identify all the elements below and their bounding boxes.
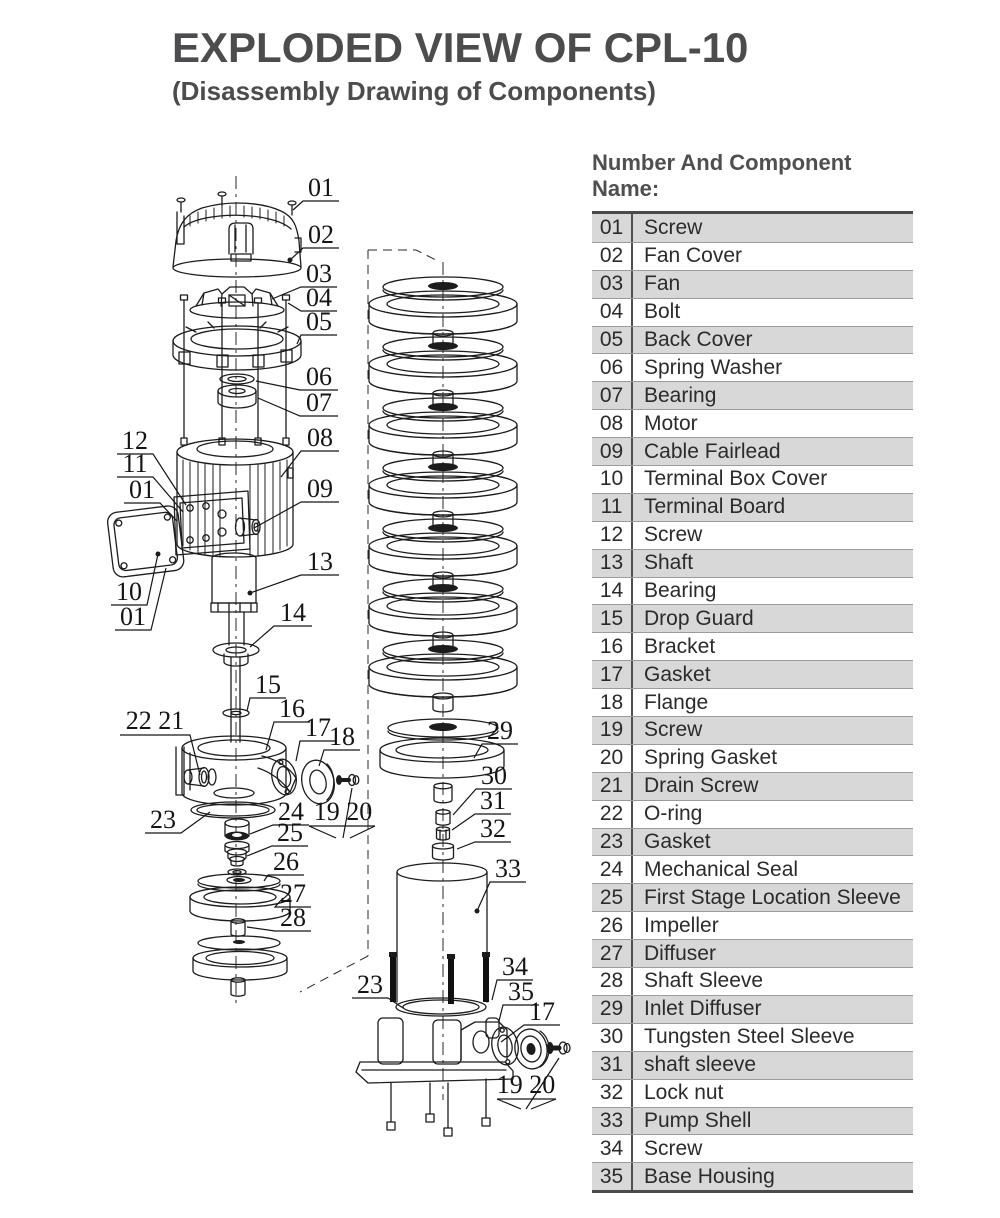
callout-label: 33 bbox=[495, 854, 521, 883]
callout-leader bbox=[250, 626, 312, 647]
table-row bbox=[592, 744, 913, 772]
part-name: Flange bbox=[631, 689, 913, 716]
terminal-box-cover-drawing bbox=[106, 505, 184, 578]
callout-label: 04 bbox=[306, 283, 332, 312]
callout-label: 13 bbox=[307, 547, 333, 576]
part-number: 33 bbox=[599, 1108, 624, 1132]
part-name: First Stage Location Sleeve bbox=[631, 884, 913, 911]
part-number: 34 bbox=[599, 1136, 624, 1160]
second-stage-drawing bbox=[193, 936, 287, 996]
callout-leader bbox=[266, 722, 310, 750]
part-number: 06 bbox=[599, 355, 624, 379]
parts-table-body bbox=[592, 211, 913, 1193]
part-name: Bolt bbox=[631, 299, 913, 326]
callout-label: 29 bbox=[487, 716, 513, 745]
part-number: 03 bbox=[599, 272, 624, 296]
base-screws-drawing bbox=[389, 952, 490, 1004]
part-number: 30 bbox=[599, 1025, 624, 1049]
part-number: 12 bbox=[599, 523, 624, 547]
pump-shell-drawing bbox=[396, 863, 487, 1016]
callout-label: 10 bbox=[116, 577, 142, 606]
part-name: Tungsten Steel Sleeve bbox=[631, 1024, 913, 1051]
part-number: 10 bbox=[599, 467, 624, 491]
page-title: EXPLODED VIEW OF CPL-10 bbox=[172, 24, 749, 71]
callout-label: 01 bbox=[129, 475, 155, 504]
part-name: Base Housing bbox=[631, 1163, 913, 1190]
table-row bbox=[592, 911, 913, 939]
callout-label: 30 bbox=[481, 761, 507, 790]
diffuser-drawing bbox=[190, 887, 290, 921]
table-row bbox=[592, 577, 913, 605]
fan-cover-drawing bbox=[173, 203, 301, 277]
stage-stack-drawing bbox=[369, 277, 517, 712]
callout-leader bbox=[531, 1099, 556, 1109]
part-name: Cable Fairlead bbox=[631, 438, 913, 465]
part-number: 09 bbox=[599, 439, 624, 463]
table-row bbox=[592, 604, 913, 632]
part-name: Fan bbox=[631, 271, 913, 298]
callout-leader bbox=[477, 882, 526, 911]
callout-label: 28 bbox=[280, 903, 306, 932]
table-row bbox=[592, 883, 913, 911]
part-number: 01 bbox=[599, 215, 624, 239]
table-row bbox=[592, 437, 913, 465]
table-row bbox=[592, 381, 913, 409]
callout-label: 01 bbox=[120, 602, 146, 631]
part-number: 15 bbox=[599, 606, 624, 630]
part-name: shaft sleeve bbox=[631, 1052, 913, 1079]
part-name: Lock nut bbox=[631, 1080, 913, 1107]
table-row bbox=[592, 214, 913, 242]
callout-label: 18 bbox=[329, 722, 355, 751]
part-number: 14 bbox=[599, 579, 624, 603]
callout-leader bbox=[297, 335, 337, 344]
callout-label: 09 bbox=[307, 474, 333, 503]
callout-dot bbox=[288, 258, 293, 263]
table-row bbox=[592, 772, 913, 800]
part-number: 16 bbox=[599, 634, 624, 658]
part-name: Bearing bbox=[631, 382, 913, 409]
callout-label: 11 bbox=[122, 449, 148, 478]
part-number: 29 bbox=[599, 997, 624, 1021]
part-name: Shaft Sleeve bbox=[631, 968, 913, 995]
table-row bbox=[592, 1162, 913, 1190]
part-name: Screw bbox=[631, 717, 913, 744]
callout-label: 16 bbox=[279, 694, 305, 723]
part-name: Terminal Board bbox=[631, 494, 913, 521]
table-row bbox=[592, 967, 913, 995]
callout-dot bbox=[156, 552, 161, 557]
callout-label: 06 bbox=[306, 362, 332, 391]
part-number: 04 bbox=[599, 300, 624, 324]
part-number: 27 bbox=[599, 941, 624, 965]
callout-label: 07 bbox=[306, 388, 332, 417]
callout-label: 15 bbox=[255, 670, 281, 699]
part-name: Gasket bbox=[631, 661, 913, 688]
callout-leader bbox=[350, 826, 375, 838]
callout-label: 27 bbox=[280, 879, 306, 908]
fan-drawing bbox=[190, 287, 284, 318]
part-name: Terminal Box Cover bbox=[631, 466, 913, 493]
parts-table-title: Number And Component Name: bbox=[592, 150, 852, 201]
table-row bbox=[592, 1107, 913, 1135]
callout-leader bbox=[309, 826, 336, 838]
callout-leader bbox=[254, 502, 339, 528]
part-number: 19 bbox=[599, 718, 624, 742]
base-housing-drawing bbox=[356, 1018, 513, 1136]
part-name: Drain Screw bbox=[631, 773, 913, 800]
table-row bbox=[592, 632, 913, 660]
callout-label: 12 bbox=[122, 426, 148, 455]
parts-table bbox=[592, 150, 913, 1193]
callout-label: 19 20 bbox=[496, 1070, 556, 1099]
table-row bbox=[592, 828, 913, 856]
part-name: Screw bbox=[631, 214, 913, 242]
part-name: Inlet Diffuser bbox=[631, 996, 913, 1023]
callout-dot bbox=[475, 909, 480, 914]
base-flange-group-drawing bbox=[489, 1025, 570, 1071]
table-row bbox=[592, 800, 913, 828]
part-name: Screw bbox=[631, 1135, 913, 1162]
table-row bbox=[592, 1079, 913, 1107]
page-subtitle: (Disassembly Drawing of Components) bbox=[172, 76, 656, 107]
part-number: 23 bbox=[599, 830, 624, 854]
table-row bbox=[592, 493, 913, 521]
table-row bbox=[592, 1051, 913, 1079]
part-number: 32 bbox=[599, 1081, 624, 1105]
part-number: 25 bbox=[599, 885, 624, 909]
callout-label: 05 bbox=[306, 307, 332, 336]
callout-label: 17 bbox=[305, 713, 331, 742]
part-name: Fan Cover bbox=[631, 243, 913, 270]
callout-label: 14 bbox=[280, 598, 306, 627]
part-number: 17 bbox=[599, 662, 624, 686]
callout-leader bbox=[497, 1099, 521, 1109]
terminal-board-drawing bbox=[174, 491, 250, 555]
callout-dot bbox=[248, 591, 253, 596]
part-name: Shaft bbox=[631, 550, 913, 577]
part-number: 13 bbox=[599, 551, 624, 575]
callout-label: 24 bbox=[278, 797, 304, 826]
location-sleeve-drawing bbox=[225, 842, 249, 876]
part-number: 07 bbox=[599, 383, 624, 407]
table-row bbox=[592, 270, 913, 298]
table-row bbox=[592, 409, 913, 437]
table-row bbox=[592, 326, 913, 354]
table-row bbox=[592, 688, 913, 716]
part-number: 11 bbox=[600, 495, 623, 519]
part-name: Diffuser bbox=[631, 940, 913, 967]
part-name: Gasket bbox=[631, 829, 913, 856]
table-row bbox=[592, 353, 913, 381]
part-name: Pump Shell bbox=[631, 1108, 913, 1135]
part-name: Screw bbox=[631, 522, 913, 549]
part-number: 35 bbox=[599, 1164, 624, 1188]
callout-label: 26 bbox=[273, 847, 299, 876]
callout-leader bbox=[457, 842, 511, 849]
spring-washer-drawing bbox=[220, 374, 254, 384]
table-row bbox=[592, 298, 913, 326]
part-number: 02 bbox=[599, 244, 624, 268]
part-number: 18 bbox=[599, 690, 624, 714]
drain-screw-oring-drawing bbox=[184, 768, 216, 787]
table-row bbox=[592, 465, 913, 493]
back-cover-drawing bbox=[173, 322, 301, 370]
callout-leader bbox=[293, 201, 339, 210]
callout-label: 23 bbox=[357, 970, 383, 999]
table-row bbox=[592, 549, 913, 577]
callout-label: 25 bbox=[277, 818, 303, 847]
part-name: Spring Washer bbox=[631, 354, 913, 381]
gasket-ring-drawing bbox=[191, 802, 275, 818]
callout-leader bbox=[120, 735, 200, 775]
part-number: 21 bbox=[599, 774, 624, 798]
callout-label: 01 bbox=[308, 173, 334, 202]
part-name: Back Cover bbox=[631, 327, 913, 354]
part-name: Motor bbox=[631, 410, 913, 437]
part-number: 05 bbox=[599, 328, 624, 351]
part-name: O-ring bbox=[631, 801, 913, 828]
table-row bbox=[592, 939, 913, 967]
part-number: 31 bbox=[599, 1053, 624, 1077]
part-number: 20 bbox=[599, 746, 624, 770]
part-number: 24 bbox=[599, 857, 624, 881]
table-row bbox=[592, 521, 913, 549]
mechanical-seal-drawing bbox=[225, 819, 249, 841]
callout-label: 23 bbox=[150, 805, 176, 834]
part-number: 28 bbox=[599, 969, 624, 993]
table-row bbox=[592, 242, 913, 270]
part-name: Bearing bbox=[631, 578, 913, 605]
callout-label: 35 bbox=[508, 977, 534, 1006]
bearing-top-drawing bbox=[218, 385, 256, 408]
part-number: 08 bbox=[599, 411, 624, 435]
callout-label: 22 21 bbox=[125, 706, 185, 735]
table-row bbox=[592, 660, 913, 688]
table-row bbox=[592, 1023, 913, 1051]
table-row bbox=[592, 855, 913, 883]
callout-label: 03 bbox=[306, 259, 332, 288]
table-row bbox=[592, 995, 913, 1023]
table-row bbox=[592, 1134, 913, 1162]
callout-label: 34 bbox=[502, 952, 528, 981]
part-number: 22 bbox=[599, 802, 624, 826]
part-name: Drop Guard bbox=[631, 605, 913, 632]
part-number: 26 bbox=[599, 913, 624, 937]
callout-label: 31 bbox=[480, 786, 506, 815]
part-name: Mechanical Seal bbox=[631, 856, 913, 883]
callout-label: 08 bbox=[307, 423, 333, 452]
part-name: Spring Gasket bbox=[631, 745, 913, 772]
table-row bbox=[592, 716, 913, 744]
callout-leader bbox=[250, 575, 339, 593]
callout-label: 02 bbox=[308, 220, 334, 249]
callout-label: 19 20 bbox=[313, 797, 373, 826]
callout-label: 32 bbox=[480, 814, 506, 843]
callout-label: 17 bbox=[529, 997, 555, 1026]
part-name: Impeller bbox=[631, 912, 913, 939]
part-name: Bracket bbox=[631, 633, 913, 660]
